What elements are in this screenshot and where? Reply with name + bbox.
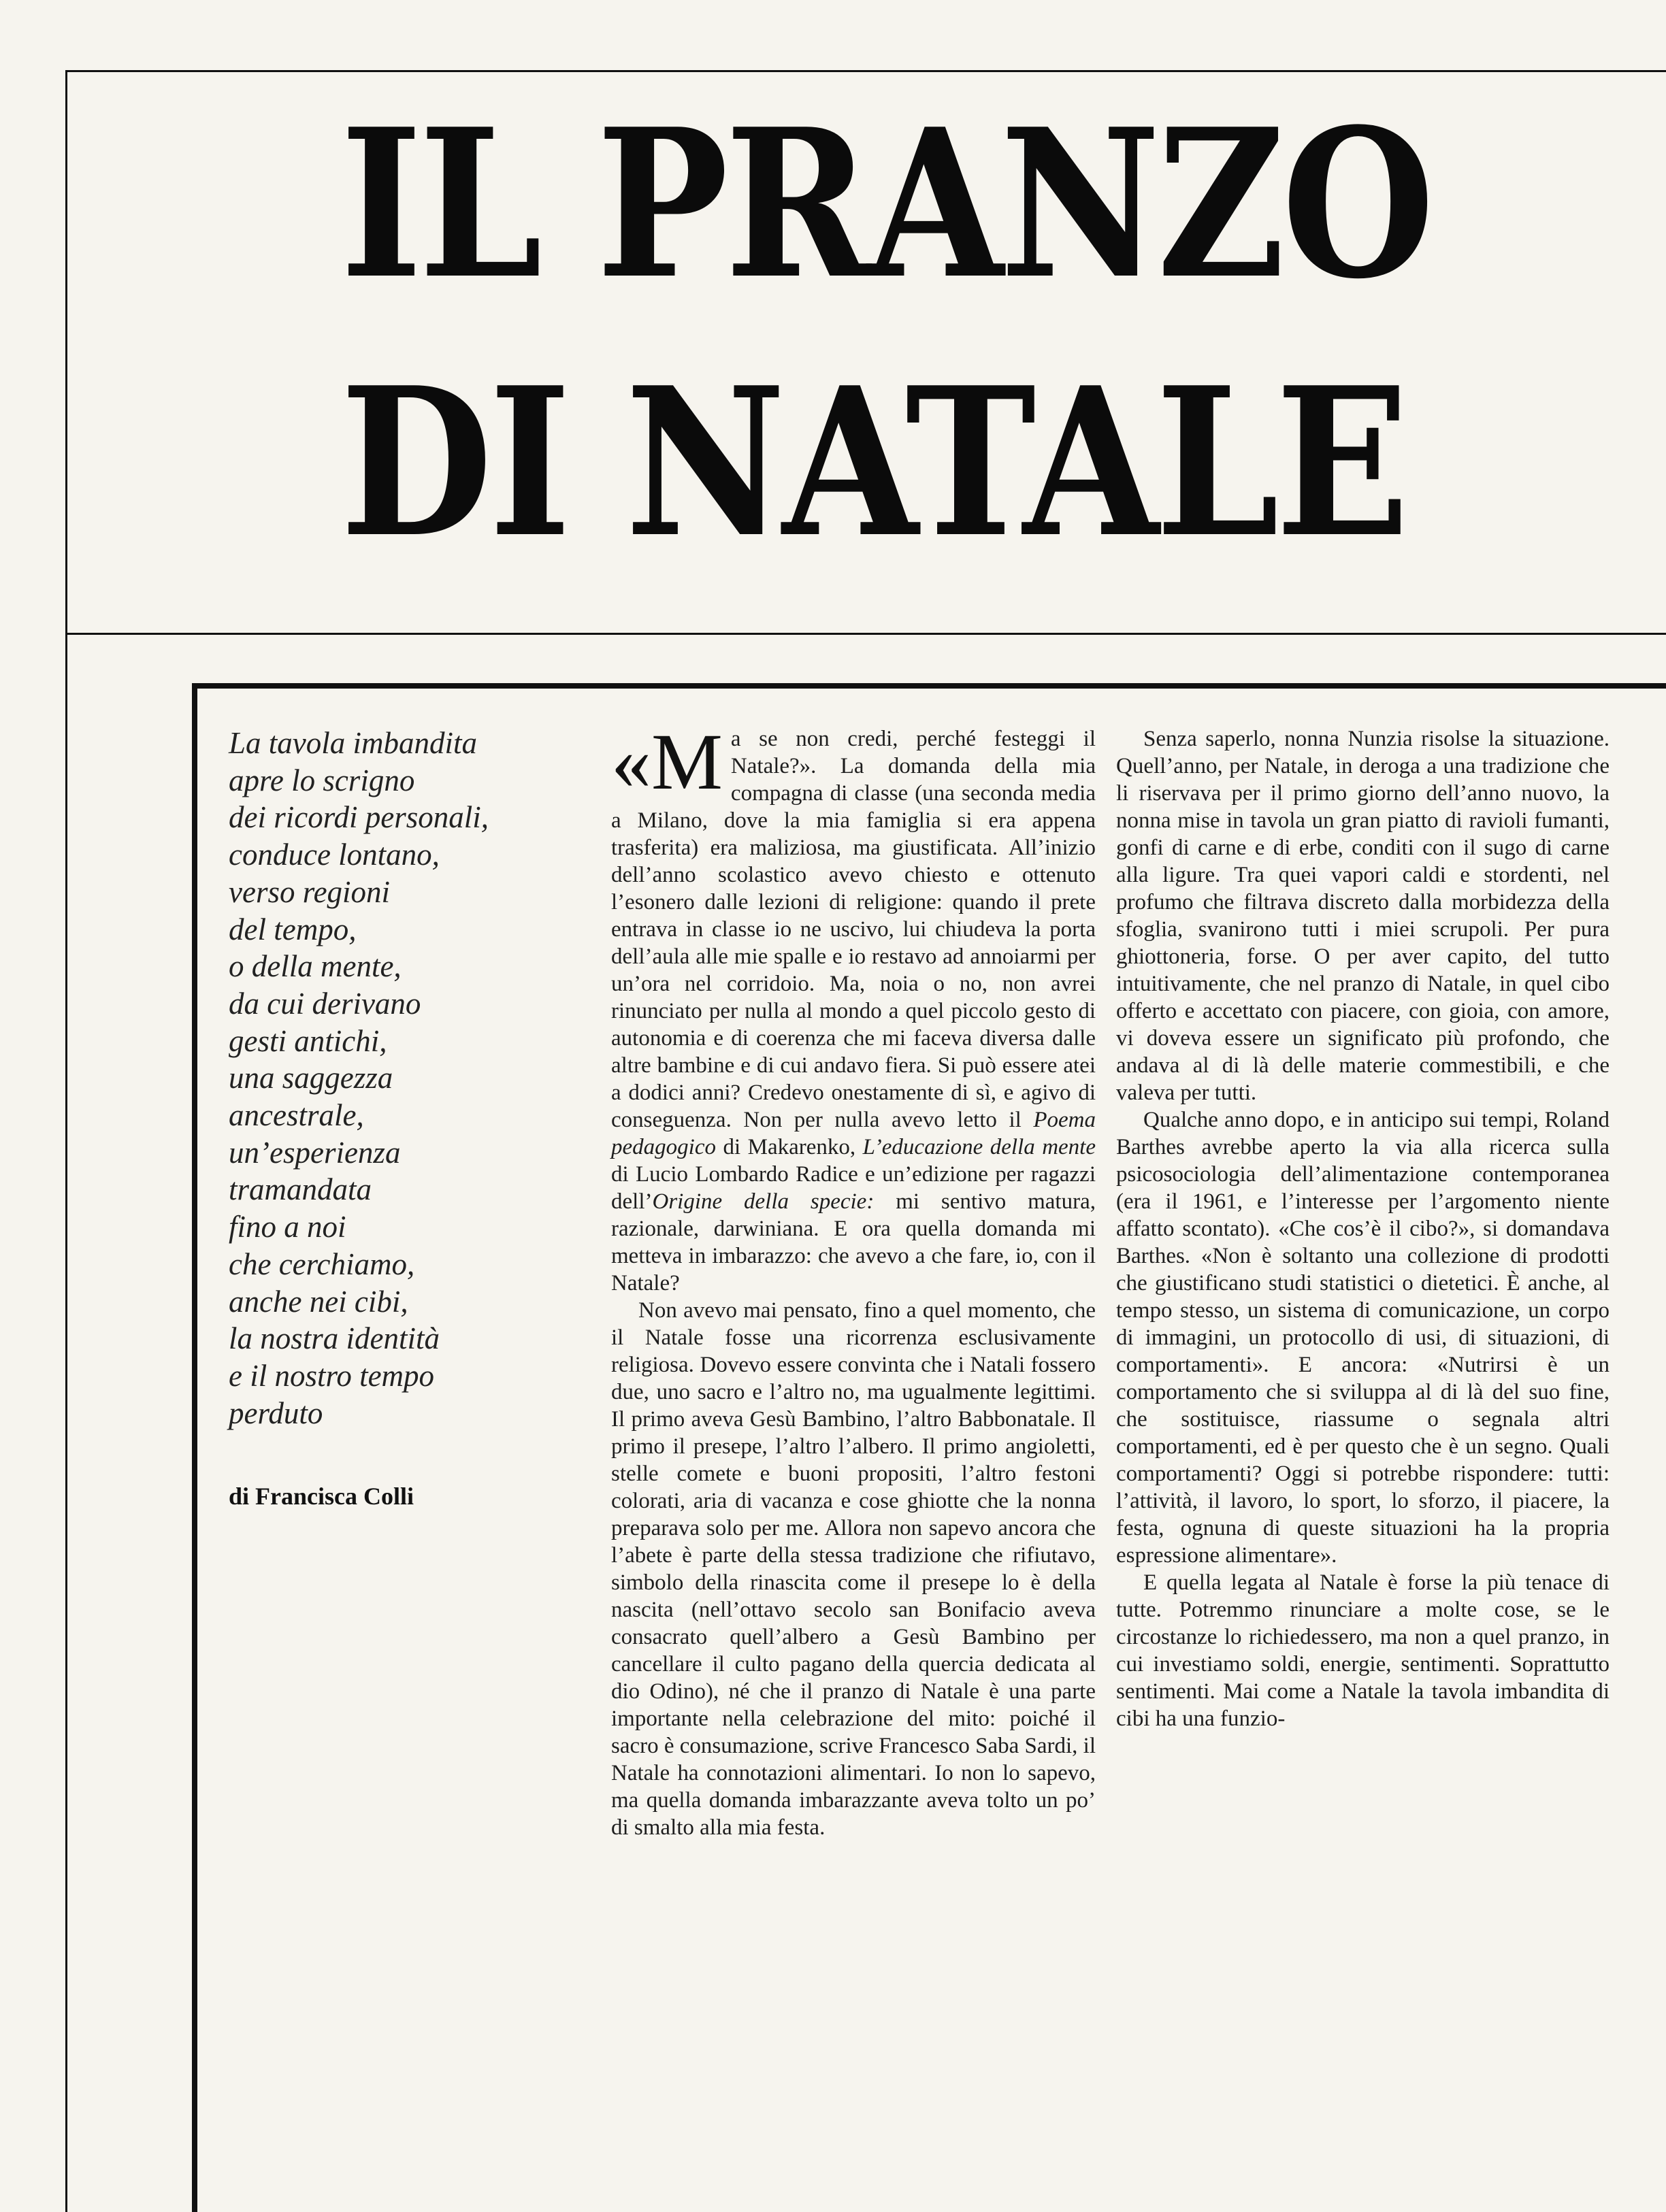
lead-line: del tempo,: [229, 912, 357, 946]
paragraph-text: di Makarenko,: [715, 1135, 863, 1159]
paragraph-3: Senza saperlo, nonna Nunzia risolse la situazione. Quell’anno, per Natale, in deroga a una tradizione che li riservava per il primo giorno dell’anno nuovo, la nonna mise in tavola un gran piatto di ravioli fumanti, gonfi di carne e di erbe, conditi con il sugo di carne alla ligure. Tra quei vapori caldi e stordenti, nel profumo che filtrava discreto dalla morbidezza della sfoglia, svanirono tutti i miei scrupoli. Per pura ghiottoneria, forse. O per aver capito, del tutto intuitivamente, che nel pranzo di Natale, in quel cibo offerto e accettato con piacere, con gioia, con amore, vi doveva essere un significato più profondo, che andava al di là delle materie commestibili, e che valeva per tutti.: [1116, 727, 1610, 1105]
paragraph-5: E quella legata al Natale è forse la più tenace di tutte. Potremmo rinunciare a molte cose, se le circostanze lo richiedessero, ma non a quel pranzo, in cui investiamo soldi, energie, sentimenti. Soprattutto sentimenti. Mai come a Natale la tavola imbandita di cibi ha una funzio-: [1116, 1570, 1610, 1731]
lead-line: o della mente,: [229, 949, 402, 984]
lead-line: conduce lontano,: [229, 838, 440, 872]
frame-top-rule: [65, 70, 1666, 72]
lead-line: gesti antichi,: [229, 1023, 387, 1058]
lead-line: la nostra identità: [229, 1321, 440, 1356]
lead-line: che cerchiamo,: [229, 1247, 415, 1281]
title-line-2: DI NATALE: [340, 342, 1406, 582]
article-box-top-rule: [192, 683, 1666, 689]
paragraph-1: [611, 717, 1096, 1297]
book-title: Origine della specie:: [652, 1189, 875, 1214]
paragraph-2: Non avevo mai pensato, fino a quel momento, che il Natale fosse una ricorrenza esclusivamente religiosa. Dovevo essere convinta che i Natali fossero due, uno sacro e l’altro no, ma ugualmente legittimi. Il primo aveva Gesù Bambino, l’altro Babbonatale. Il primo il presepe, l’altro l’albero. Il primo angioletti, stelle comete e buoni propositi, l’altro festoni colorati, aria di vacanza e cose ghiotte che la nonna preparava solo per me. Allora non sapevo ancora che l’abete è parte della stessa tradizione che rifiutavo, simbolo della rinascita come il presepe lo è della nascita (nell’ottavo secolo san Bonifacio aveva consacrato quell’albero a Gesù Bambino per cancellare il culto pagano della quercia dedicata al dio Odino), né che il pranzo di Natale è una parte importante nella celebrazione del mito: poiché il sacro è consumazione, scrive Francesco Saba Sardi, il Natale ha connotazioni alimentari. Io non lo sapevo, ma quella domanda imbarazzante aveva tolto un po’ di smalto alla mia festa.: [611, 1298, 1096, 1840]
paragraph-text: di Lucio Lombardo Radice e un’edizione per ragazzi dell’: [611, 1162, 1096, 1214]
title-line-1: IL PRANZO: [340, 84, 1431, 324]
lead-line: una saggezza: [229, 1061, 393, 1095]
lead-abstract: [229, 725, 583, 1432]
lead-line: verso regioni: [229, 874, 391, 909]
article-column-1: [611, 717, 1096, 1841]
article-column-2: [1116, 725, 1610, 1732]
frame-left-rule: [65, 70, 67, 2212]
lead-line: e il nostro tempo: [229, 1358, 435, 1393]
book-title: L’educazione della mente: [862, 1135, 1096, 1159]
lead-line: tramandata: [229, 1172, 372, 1207]
lead-line: fino a noi: [229, 1210, 346, 1244]
paragraph-4: Qualche anno dopo, e in anticipo sui tempi, Roland Barthes avrebbe aperto la via alla ricerca sulla psicosociologia dell’alimentazione contemporanea (era il 1961, e l’interesse per l’argomento niente affatto scontato). «Che cos’è il cibo?», si domandava Barthes. «Non è soltanto una collezione di prodotti che giustificano studi statistici o dietetici. È anche, al tempo stesso, un sistema di comunicazione, un corpo di immagini, un protocollo di usi, di situazioni, di comportamenti». E ancora: «Nutrirsi è un comportamento che si sviluppa al di là del suo fine, che sostituisce, riassume o segnala altri comportamenti, ed è per questo che è un segno. Quali comportamenti? Oggi si potrebbe rispondere: tutti: l’attività, il lavoro, lo sport, lo sforzo, il piacere, la festa, ognuna di queste situazioni ha la propria espressione alimentare».: [1116, 1108, 1610, 1568]
lead-line: dei ricordi personali,: [229, 800, 489, 835]
paragraph-text: mi sentivo matura, razionale, darwiniana. E ora quella domanda mi metteva in imbarazzo: che avevo a che fare, io, con il Natale?: [611, 1189, 1096, 1295]
lead-line: ancestrale,: [229, 1098, 364, 1133]
lead-line: apre lo scrigno: [229, 763, 415, 797]
lead-line: perduto: [229, 1396, 323, 1430]
lead-line: La tavola imbandita: [229, 726, 478, 760]
paragraph-text: a se non credi, perché festeggi il Natale?». La domanda della mia compagna di classe (una seconda media a Milano, dove la mia famiglia si era appena trasferita) era maliziosa, ma giustificata. All’inizio dell’anno scolastico avevo chiesto e ottenuto l’esonero dalle lezioni di religione: quando il prete entrava in classe io ne uscivo, lui chiudeva la porta dell’aula alle mie spalle e io restavo ad annoiarmi per un’ora nel corridoio. Ma, noia o no, non avrei rinunciato per nulla al mondo a quel piccolo gesto di autonomia e di coerenza che mi faceva diversa dalle altre bambine e di cui andavo fiera. Si può essere atei a dodici anni? Credevo onestamente di sì, e agivo di conseguenza. Non per nulla avevo letto il: [611, 727, 1096, 1132]
byline: di Francisca Colli: [229, 1483, 414, 1510]
frame-title-bottom-rule: [65, 633, 1666, 635]
lead-line: da cui derivano: [229, 986, 421, 1021]
lead-line: un’esperienza: [229, 1135, 401, 1170]
dropcap: «M: [611, 717, 723, 806]
book-title: Poema pedagogico: [611, 1108, 1096, 1159]
article-box-left-rule: [192, 683, 197, 2212]
lead-line: anche nei cibi,: [229, 1284, 408, 1319]
